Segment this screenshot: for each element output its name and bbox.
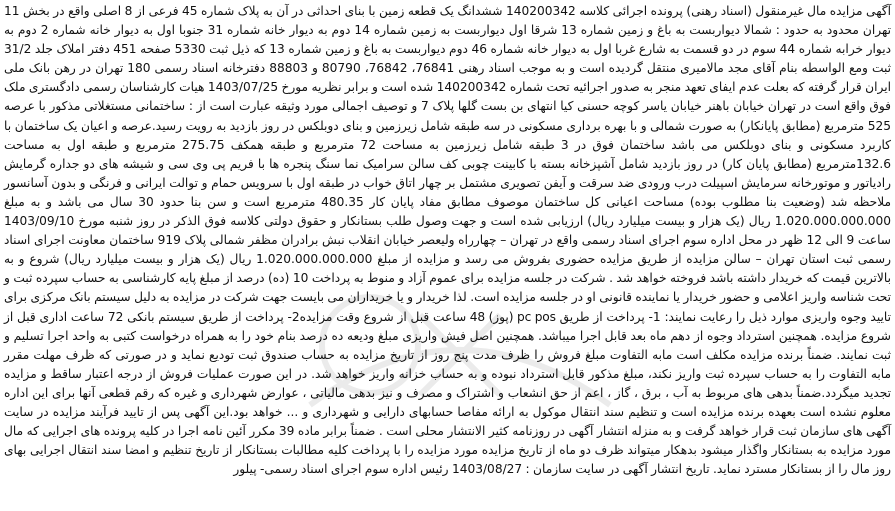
auction-notice-text: آگهی مزایده مال غیرمنقول (اسناد رهنی) پرونده اجرائی کلاسه 140200342 ششدانگ یک قطعه زمین با بنای احداثی در آن به پلاک شماره 45 فرعی از 8 اصلی واقع در بخش 11 تهران محدود به حدود : شمالا دیواربست به باغ و زمین شماره 13 شرقا اول دیواربست به زمین شماره 14 دوم به دیوار خانه شماره 31 جنوبا اول به دیوار خانه شماره 2 دوم به دیوار خرابه شماره 44 سوم در دو قسمت به شارع غربا اول به دیوار خانه شماره 46 دوم دیواربست به باغ و زمین شماره 13 که ذیل ثبت 5330 صفحه 451 دفتر املاک جلد 31/2 ثبت ومع الواسطه بنام آقای مجد مالامیری منتقل گردیده است و به موجب اسناد رهنی 76841، 76842، 80790 و 88803 دفترخانه اسناد رسمی 180 تهران در رهن بانک ملی ایران قرار گرفته که بعلت عدم ایفای تعهد منجر به صدور اجرائیه تحت شماره 140200342 شده است و برابر نظریه مورخ 1403/07/25 هیات کارشناسان رسمی دادگستری ملک فوق واقع است در تهران خیابان باهنر خیابان یاسر کوچه حسنی کیا انتهای بن بست گلها پلاک 7 و توصیف اجمالی مورد وثیقه عبارت است از : ساختمانی مستغلاتی مذکور با عرصه 525 مترمربع (مطابق پایانکار) به صورت شمالی و با بهره برداری مسکونی در سه طبقه شامل زیرزمین و بنای دوبلکس در روز بازدید به رویت رسید.عرصه و اعیان یک ساختمان با کاربرد مسکونی و بنای دوبلکس می باشد ساختمان فوق در 3 طبقه شامل زیرزمین به مساحت 72 مترمربع و طبقه همکف 275.75 مترمربع و طبقه اول به مساحت 132.6مترمربع (مطابق پایان کار) در روز بازدید شامل آشپزخانه بسته با کابینت چوبی کف سالن سرامیک نما سنگ پنجره ها با فریم پی وی سی و شیشه های دو جداره گرمایش رادیاتور و موتورخانه سرمایش اسپیلت درب ورودی ضد سرقت و آیفن تصویری مشتمل بر چهار اتاق خواب در طبقه اول با سرویس حمام و توالت ایرانی و فرنگی و بدون آسانسور ملاحظه شد (وضعیت بنا مطلوب بوده) مساحت اعیانی کل ساختمان موصوف مطابق مفاد پایان کار 480.35 مترمربع است و سن بنا حدود 30 سال می باشد و به مبلغ 1.020.000.000.000 ریال (یک هزار و بیست میلیارد ریال) ارزیابی شده است و جهت وصول طلب بستانکار و حقوق دولتی کلاسه فوق الذکر در روز شنبه مورخ 1403/09/10 ساعت 9 الی 12 ظهر در محل اداره سوم اجرای اسناد رسمی واقع در تهران – چهارراه ولیعصر خیابان انقلاب نبش برادران مظفر شمالی پلاک 919 ساختمان معاونت اجرای اسناد رسمی ثبت استان تهران – سالن مزایده از طریق مزایده حضوری بفروش می رسد و مزایده از مبلغ 1.020.000.000.000 ریال (یک هزار و بیست میلیارد ریال) شروع و به بالاترین قیمت که خریدار داشته باشد فروخته خواهد شد . شرکت در جلسه مزایده برای عموم آزاد و منوط به پرداخت 10 (ده) درصد از مبلغ پایه کارشناسی به حساب سپرده ثبت و تحت شناسه واریز اعلامی و حضور خریدار یا نماینده قانونی او در جلسه مزایده است. لذا خریدار و یا خریداران می بایست جهت شرکت در مزایده به دلیل سیستم بانک مرکزی برای تایید وجوه واریزی موارد ذیل را رعایت نمایند: 1- پرداخت از طریق pc pos (پوز) 48 ساعت قبل از شروع وقت مزایده2- پرداخت از طریق سیستم بانکی 72 ساعت اداری قبل از شروع مزایده. همچنین استرداد وجوه از دهم ماه بعد قابل اجرا میباشد. همچنین اصل فیش واریزی مبلغ ودیعه ده درصد بنام خود را به همراه درخواست کتبی به واحد اجرا تسلیم و ثبت نمایند. ضمناً برنده مزایده مکلف است مابه التفاوت مبلغ فروش را ظرف مدت پنج روز از تاریخ مزایده به حساب صندوق ثبت تودیع نماید و در صورتی که ظرف مهلت مقرر مابه التفاوت را به حساب سپرده ثبت واریز نکند، مبلغ مذکور قابل استرداد نبوده و به حساب خزانه واریز خواهد شد. در این صورت عملیات فروش از درجه اعتبار ساقط و مزایده تجدید میگردد.ضمناً بدهی های مربوط به آب ، برق ، گاز ، اعم از حق انشعاب و اشتراک و مصرف و نیز بدهی مالیاتی ، عوارض شهرداری و غیره که رقم قطعی آنها برای این اداره معلوم نشده است بعهده برنده مزایده است و تنظیم سند انتقال موکول به ارائه مفاصا حسابهای دارایی و شهرداری و ... خواهد بود.این آگهی پس از تایید فرآیند مزایده در سایت آگهی های سازمان ثبت قرار خواهد گرفت و به منزله انتشار آگهی در روزنامه کثیر الانتشار محلی است . ضمناً برابر ماده 39 مکرر آئین نامه اجرا در کلیه پرونده های اجرایی که مال مورد مزایده به بستانکار واگذار میشود بدهکار میتواند ظرف دو ماه از تاریخ مزایده مورد مزایده را با پرداخت کلیه مطالبات بستانکار از تاریخ تنظیم و امضا سند انتقال اجرایی بهای روز مال را از بستانکار مسترد نماید. تاریخ انتشار آگهی در سایت سازمان : 1403/08/27 رئیس اداره سوم اجرای اسناد رسمی- پیلور (4, 4, 892, 477)
